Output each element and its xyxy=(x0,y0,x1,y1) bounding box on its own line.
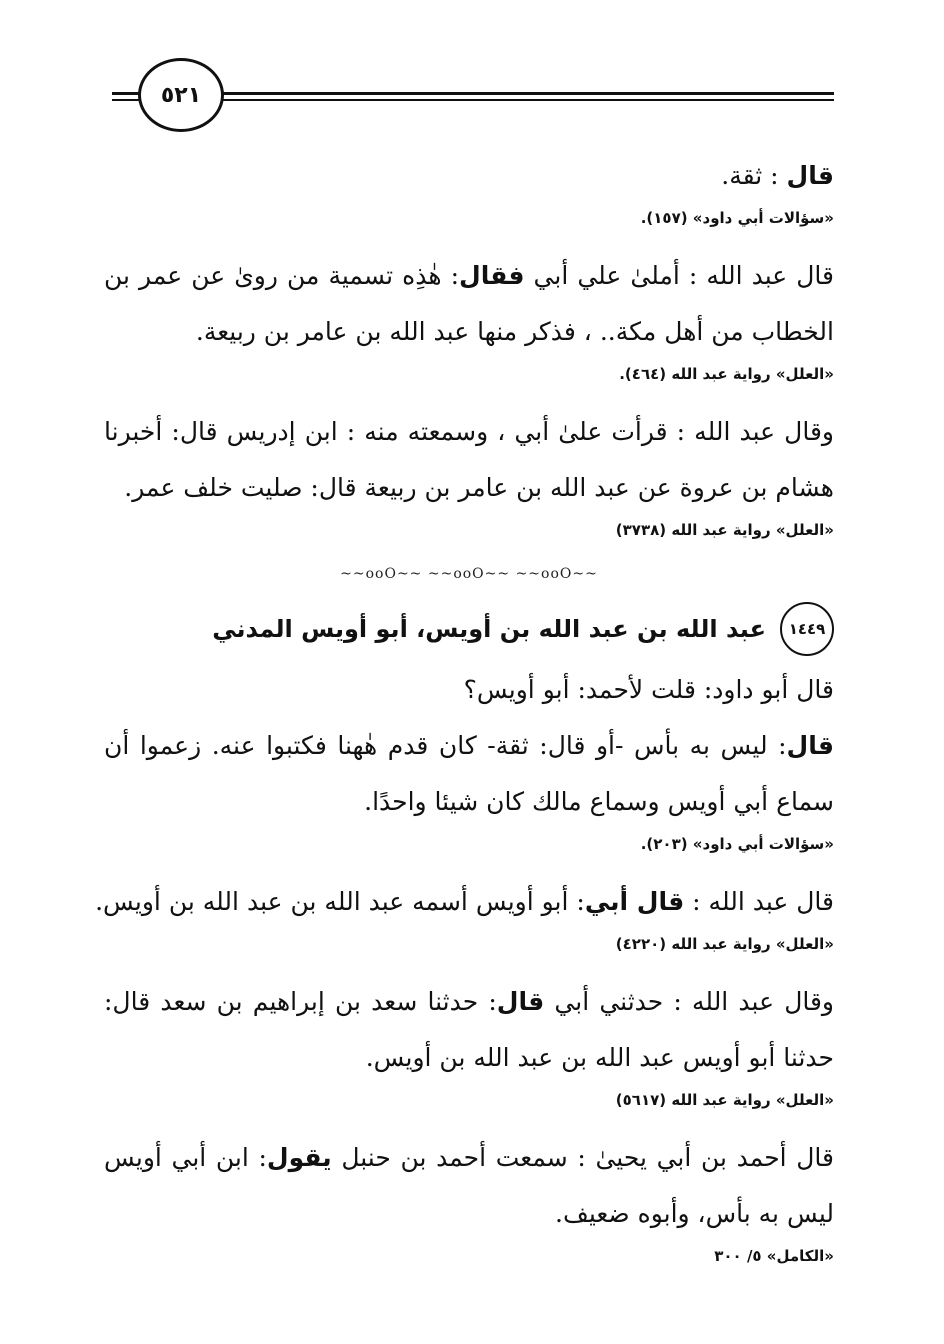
section-divider-ornament: ~~ooO~~ ~~ooO~~ ~~ooO~~ xyxy=(340,566,598,582)
entry-title: عبد الله بن عبد الله بن أويس، أبو أويس المدني xyxy=(212,615,766,643)
quote-line: قال: ليس به بأس -أو قال: ثقة- كان قدم هٰهنا فكتبوا عنه. زعموا أن xyxy=(104,731,834,760)
page-header xyxy=(0,0,944,140)
quote-line: قال أحمد بن أبي يحيىٰ : سمعت أحمد بن حنبل يقول: ابن أبي أويس xyxy=(104,1143,834,1172)
quote-line: حدثنا أبو أويس عبد الله بن عبد الله بن أويس. xyxy=(365,1043,834,1072)
quote-line: قال عبد الله : أملىٰ علي أبي فقال: هٰذِه تسمية من روىٰ عن عمر بن xyxy=(104,261,834,290)
source-citation: «سؤالات أبي داود» (٢٠٣). xyxy=(640,835,834,853)
source-citation: «سؤالات أبي داود» (١٥٧). xyxy=(640,209,834,227)
page-number-badge: ٥٢١ xyxy=(138,58,224,132)
entry-number-badge: ١٤٤٩ xyxy=(780,602,834,656)
quote-line: قال عبد الله : قال أبي: أبو أويس أسمه عبد الله بن عبد الله بن أويس. xyxy=(95,887,834,916)
quote-line: وقال عبد الله : قرأت علىٰ أبي ، وسمعته منه : ابن إدريس قال: أخبرنا xyxy=(104,417,834,446)
page-body xyxy=(95,148,834,1286)
speaker-label: قال أبي xyxy=(584,887,685,916)
source-citation: «العلل» رواية عبد الله (٤٦٤). xyxy=(619,365,834,383)
speaker-label: قال xyxy=(786,731,834,760)
quote-line: هشام بن عروة عن عبد الله بن عامر بن ربيعة قال: صليت خلف عمر. xyxy=(124,473,834,502)
entry-heading xyxy=(104,602,834,656)
quote-line: ليس به بأس، وأبوه ضعيف. xyxy=(555,1199,834,1228)
quote-line: سماع أبي أويس وسماع مالك كان شيئا واحدًا. xyxy=(364,787,834,816)
quote-line: قال : ثقة. xyxy=(721,161,834,190)
quote-line: وقال عبد الله : حدثني أبي قال: حدثنا سعد بن إبراهيم بن سعد قال: xyxy=(104,987,834,1016)
quote-line: قال أبو داود: قلت لأحمد: أبو أويس؟ xyxy=(463,675,834,704)
speaker-label: قال xyxy=(786,161,834,190)
source-citation: «العلل» رواية عبد الله (٣٧٣٨) xyxy=(615,521,834,539)
speaker-label: فقال xyxy=(459,261,525,290)
quote-line: الخطاب من أهل مكة.. ، فذكر منها عبد الله بن عامر بن ربيعة. xyxy=(195,317,834,346)
speaker-label: يقول xyxy=(266,1143,332,1172)
speaker-label: قال xyxy=(496,987,545,1016)
source-citation: «العلل» رواية عبد الله (٥٦١٧) xyxy=(615,1091,834,1109)
source-citation: «الكامل» ٥/ ٣٠٠ xyxy=(714,1247,834,1265)
source-citation: «العلل» رواية عبد الله (٤٢٢٠) xyxy=(615,935,834,953)
